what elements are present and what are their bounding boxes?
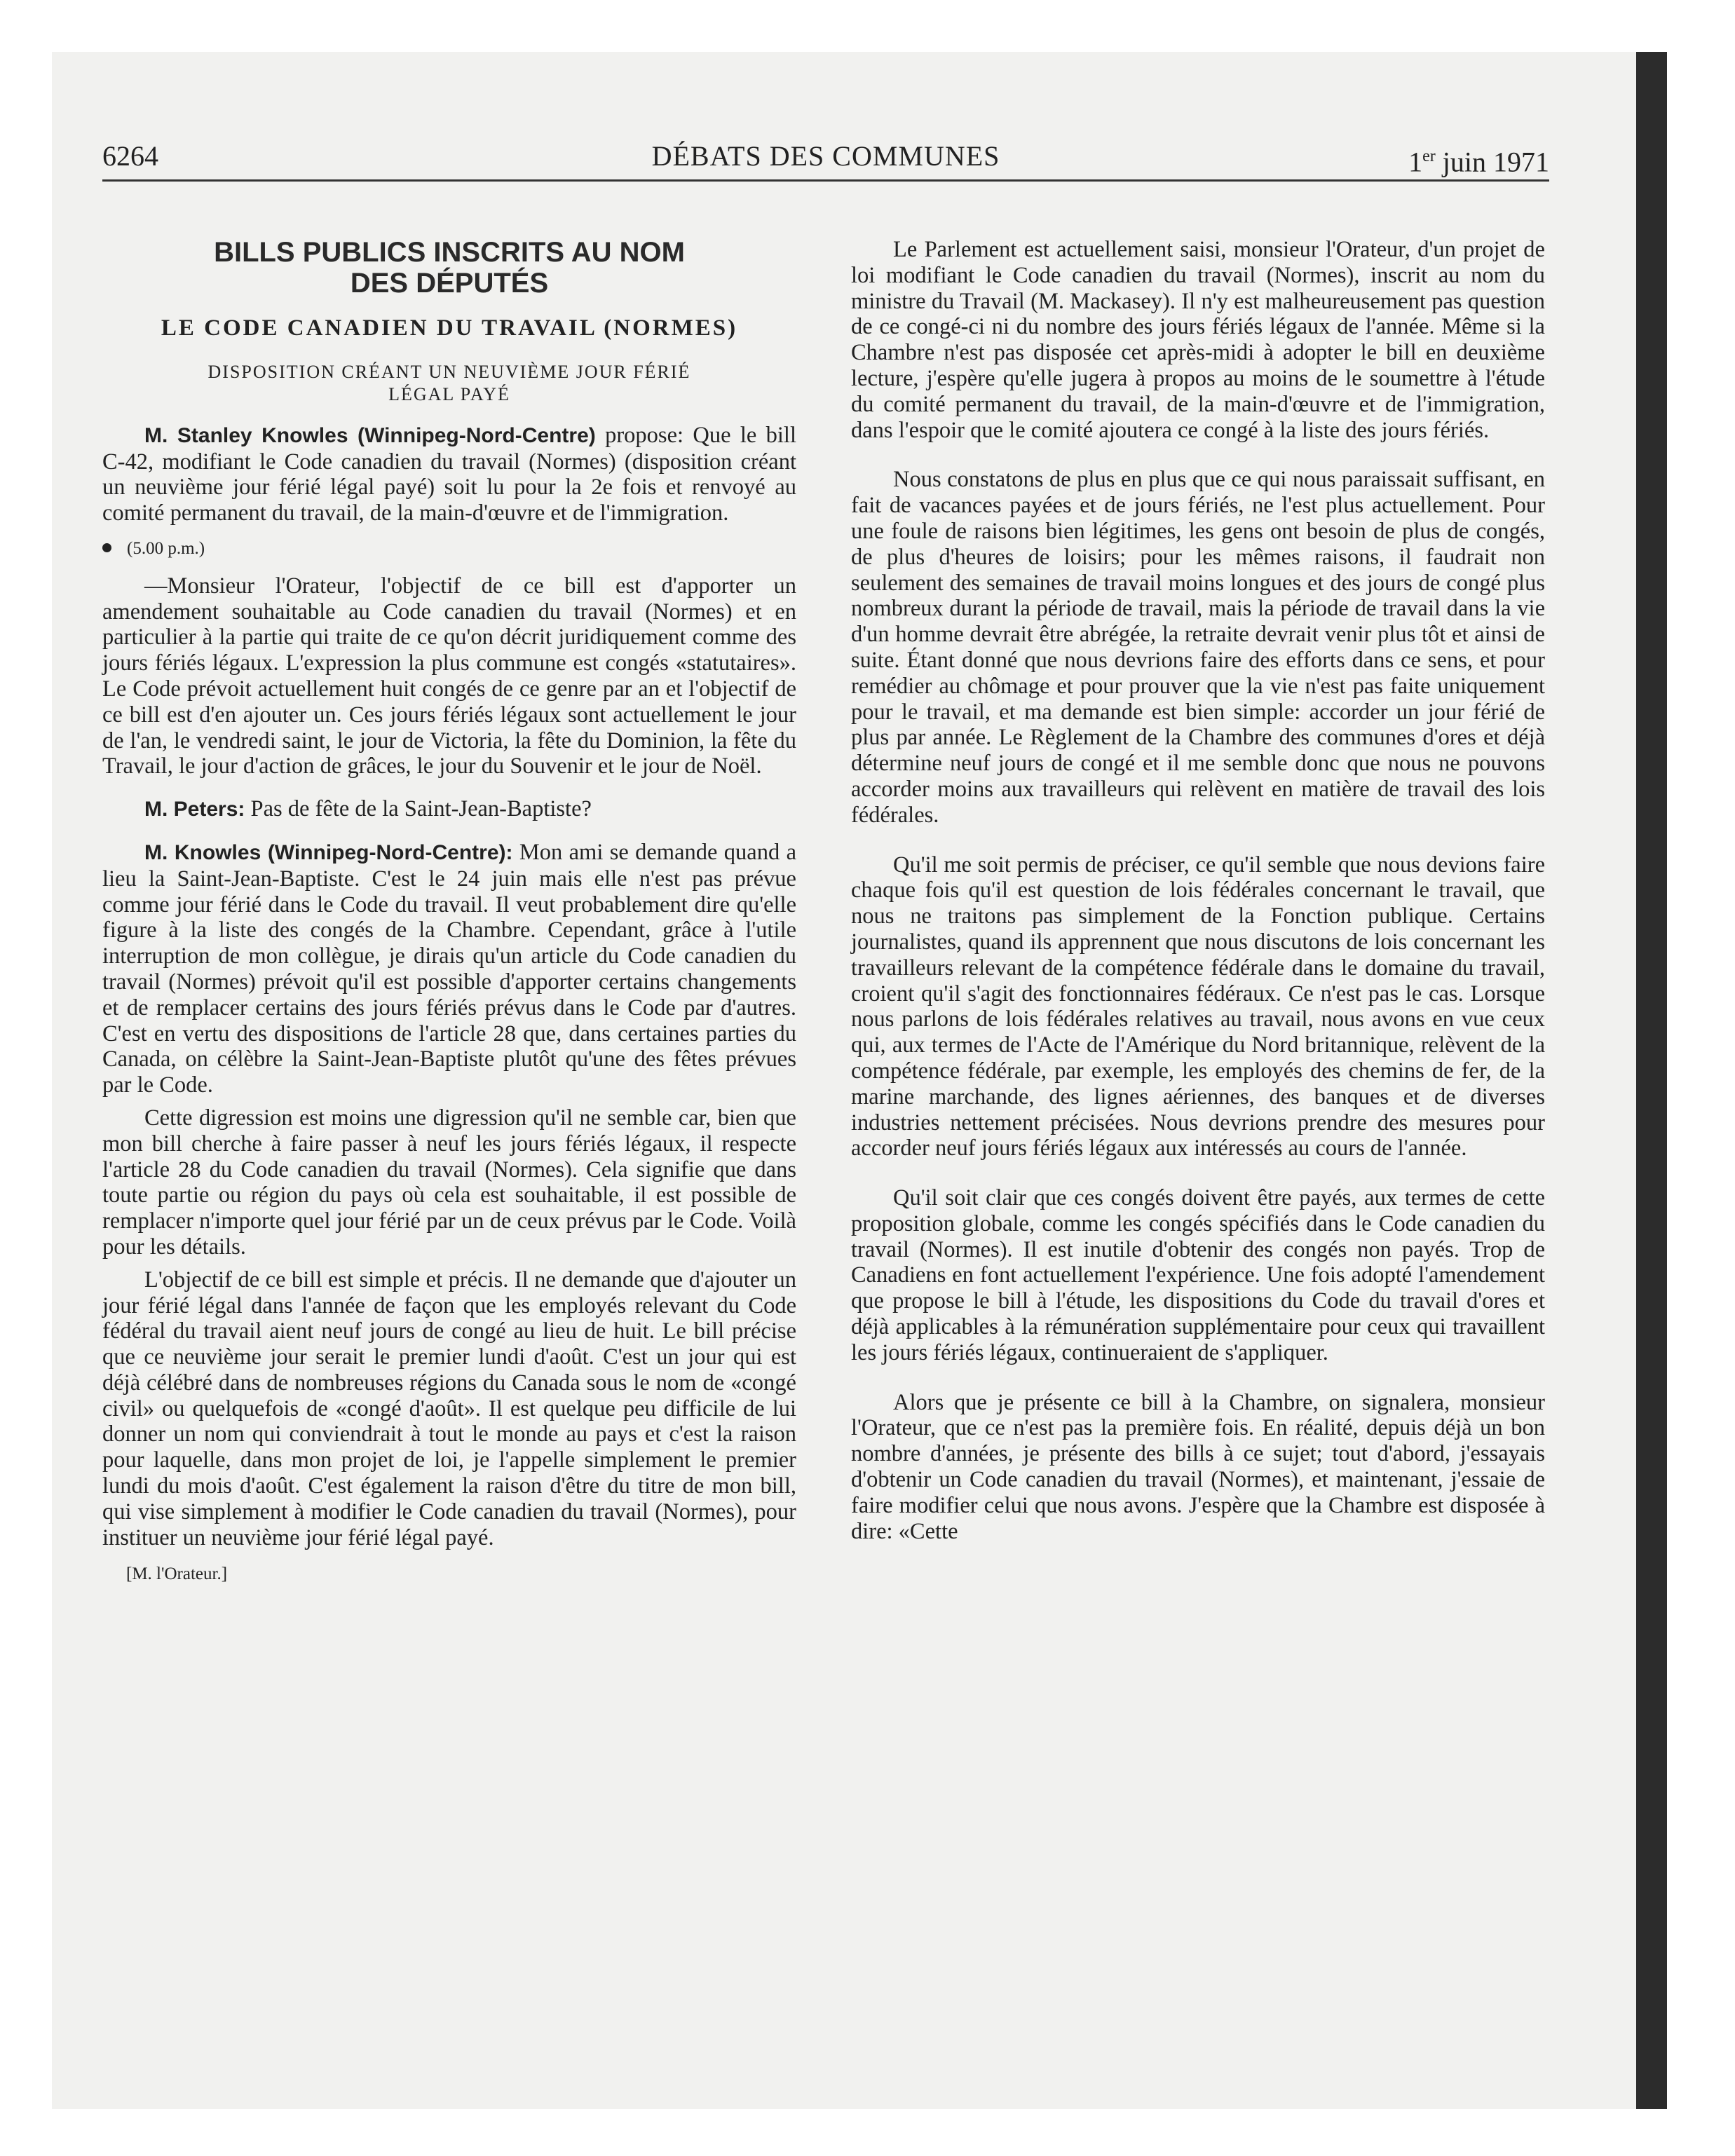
paragraph-text: Pas de fête de la Saint-Jean-Baptiste?	[245, 796, 592, 822]
date-superscript: er	[1422, 147, 1436, 165]
paragraph-parliament: Le Parlement est actuellement saisi, monsieur l'Orateur, d'un projet de loi modifiant le Code canadien du travail (Normes), inscrit au nom du ministre du Travail (M. Mackasey). Il n'y est malheureusement pas question de ce congé-ci ni du nombre des jours fériés légaux de l'année. Même si la Chambre n'est pas disposée cet après-midi à adopter le bill en deuxième lecture, j'espère qu'elle jugera à propos au moins de le soumettre à l'étude du comité permanent du travail, de la main-d'œuvre et de l'immigration, dans l'espoir que le comité ajoutera ce congé à la liste des jours fériés.	[851, 237, 1545, 443]
paragraph-simple-objective: L'objectif de ce bill est simple et précis. Il ne demande que d'ajouter un jour férié légal dans l'année de façon que les employés relevant du Code fédéral du travail aient neuf jours de congé au lieu de huit. Le bill précise que ce neuvième jour serait le premier lundi d'août. C'est un jour qui est déjà célébré dans de nombreuses régions du Canada sous le nom de «congé civil» ou quelquefois de «congé d'août». Il est quelque peu difficile de lui donner un nom qui conviendrait à tout le monde au pays et c'est la raison pour laquelle, dans mon projet de loi, je l'appelle simplement le premier lundi du mois d'août. C'est également la raison d'être du titre de mon bill, qui vise simplement à modifier le Code canadien du travail (Normes), pour instituer un neuvième jour férié légal payé.	[102, 1267, 796, 1550]
date-month-year: juin 1971	[1435, 146, 1549, 178]
paragraph-vacation: Nous constatons de plus en plus que ce qui nous paraissait suffisant, en fait de vacances payées et de jours fériés, ne l'est plus actuellement. Pour une foule de raisons bien légitimes, les gens ont besoin de plus de congés, de plus d'heures de loisirs; pour les mêmes raisons, il faudrait non seulement des semaines de travail moins longues et des jours de congé plus nombreux durant la période de travail, mais la période de travail dans la vie d'un homme devrait être abrégée, la retraite devrait venir plus tôt et ainsi de suite. Étant donné que nous devrions faire des efforts dans ce sens, et pour remédier au chômage et pour prouver que la vie n'est pas faite uniquement pour le travail, et ma demande est bien simple: accorder un jour férié de plus par année. Le Règlement de la Chambre des communes d'ores et déjà détermine neuf jours de congé et il me semble donc que nous ne pouvons accorder moins aux travailleurs qui relèvent en matière de travail des lois fédérales.	[851, 467, 1545, 828]
speaker-footnote: [M. l'Orateur.]	[126, 1564, 228, 1584]
bill-heading: LE CODE CANADIEN DU TRAVAIL (NORMES)	[161, 315, 738, 341]
time-text: (5.00 p.m.)	[127, 538, 205, 558]
scan-edge-bar	[1636, 52, 1667, 2109]
page-header	[102, 139, 1549, 182]
paragraph-text: Mon ami se demande quand a lieu la Saint-Jean-Baptiste. C'est le 24 juin mais elle n'est pas prévue comme jour férié dans le Code du travail. Il veut probablement dire qu'elle figure à la liste des congés de la Chambre. Cependant, grâce à l'utile interruption de mon collègue, je dirais qu'un article du Code canadien du travail (Normes) prévoit qu'il est possible d'apporter certains changements et de remplacer certains des jours fériés prévus dans le Code par d'autres. C'est en vertu des dispositions de l'article 28 que, dans certaines parties du Canada, on célèbre la Saint-Jean-Baptiste plutôt qu'une des fêtes prévues par le Code.	[102, 839, 797, 1098]
speaker-name: M. Stanley Knowles (Winnipeg-Nord-Centre)	[144, 423, 596, 447]
paragraph-objective: —Monsieur l'Orateur, l'objectif de ce bill est d'apporter un amendement souhaitable au Code canadien du travail (Normes) et en particulier à la partie qui traite de ce qu'on décrit juridiquement comme des jours fériés légaux. L'expression la plus commune est congés «statutaires». Le Code prévoit actuellement huit congés de ce genre par an et l'objectif de ce bill est d'en ajouter un. Ces jours fériés légaux sont actuellement le jour de l'an, le vendredi saint, le jour de Victoria, la fête du Dominion, la fête du Travail, le jour d'action de grâces, le jour du Souvenir et le jour de Noël.	[102, 573, 796, 779]
page-number: 6264	[102, 140, 158, 172]
paragraph-federal-laws: Qu'il me soit permis de préciser, ce qu'il semble que nous devions faire chaque fois qu'il est question de lois fédérales concernant le travail, que nous ne traitons pas simplement de la Fonction publique. Certains journalistes, quand ils apprennent que nous discutons de lois concernant les travailleurs relevant de la compétence fédérale dans le domaine du travail, croient qu'il s'agit des fonctionnaires fédéraux. Ce n'est pas le cas. Lorsque nous parlons de lois fédérales relatives au travail, nous avons en vue ceux qui, aux termes de l'Acte de l'Amérique du Nord britannique, relèvent de la compétence fédérale, par exemple, les employés des chemins de fer, de la marine marchande, des lignes aériennes, des banques et de diverses industries nettement précisées. Nous devrions prendre des mesures pour accorder neuf jours fériés légaux aux intéressés au cours de l'année.	[851, 852, 1545, 1161]
left-column	[102, 237, 796, 1588]
paragraph-digression: Cette digression est moins une digression qu'il ne semble car, bien que mon bill cherche à faire passer à neuf les jours fériés légaux, il respecte l'article 28 du Code canadien du travail (Normes). Cela signifie que dans toute partie ou région du pays où cela est souhaitable, il est possible de remplacer n'importe quel jour férié par un de ceux prévus par le Code. Voilà pour les détails.	[102, 1105, 796, 1260]
speaker-name: M. Peters:	[144, 798, 245, 821]
paragraph-text: propose: Que le bill C-42, modifiant le Code canadien du travail (Normes) (disposition créant un neuvième jour férié légal payé) soit lu pour la 2e fois et renvoyé au comité permanent du travail, de la main-d'œuvre et de l'immigration.	[102, 422, 796, 526]
paragraph-paid-leave: Qu'il soit clair que ces congés doivent être payés, aux termes de cette proposition globale, comme les congés spécifiés dans le Code canadien du travail (Normes). Il est inutile d'obtenir des congés non payés. Trop de Canadiens en font actuellement l'expérience. Une fois adopté l'amendement que propose le bill à l'étude, les dispositions du Code du travail d'ores et déjà applicables à la rémunération supplémentaire pour ceux qui travaillent les jours fériés légaux, continueraient de s'appliquer.	[851, 1185, 1545, 1365]
publication-title: DÉBATS DES COMMUNES	[651, 140, 1000, 172]
bullet-icon	[102, 543, 111, 552]
paragraph-motion	[102, 423, 796, 526]
bill-subheading: DISPOSITION CRÉANT UN NEUVIÈME JOUR FÉRIÉ LÉGAL PAYÉ	[207, 361, 691, 404]
time-stamp	[102, 536, 796, 562]
section-heading: BILLS PUBLICS INSCRITS AU NOM DES DÉPUTÉS	[214, 237, 685, 299]
paragraph-reply	[102, 840, 796, 1098]
right-column	[851, 237, 1545, 1544]
page-date	[1408, 139, 1549, 179]
speaker-name: M. Knowles (Winnipeg-Nord-Centre):	[144, 840, 513, 864]
paragraph-history: Alors que je présente ce bill à la Chambre, on signalera, monsieur l'Orateur, que ce n'est pas la première fois. En réalité, depuis déjà un bon nombre d'années, je présente des bills à ce sujet; tout d'abord, j'essayais d'obtenir un Code canadien du travail (Normes), et maintenant, j'essaie de faire modifier celui que nous avons. J'espère que la Chambre est disposée à dire: «Cette	[851, 1389, 1545, 1544]
date-day: 1	[1408, 146, 1423, 178]
paragraph-interjection	[102, 796, 796, 823]
